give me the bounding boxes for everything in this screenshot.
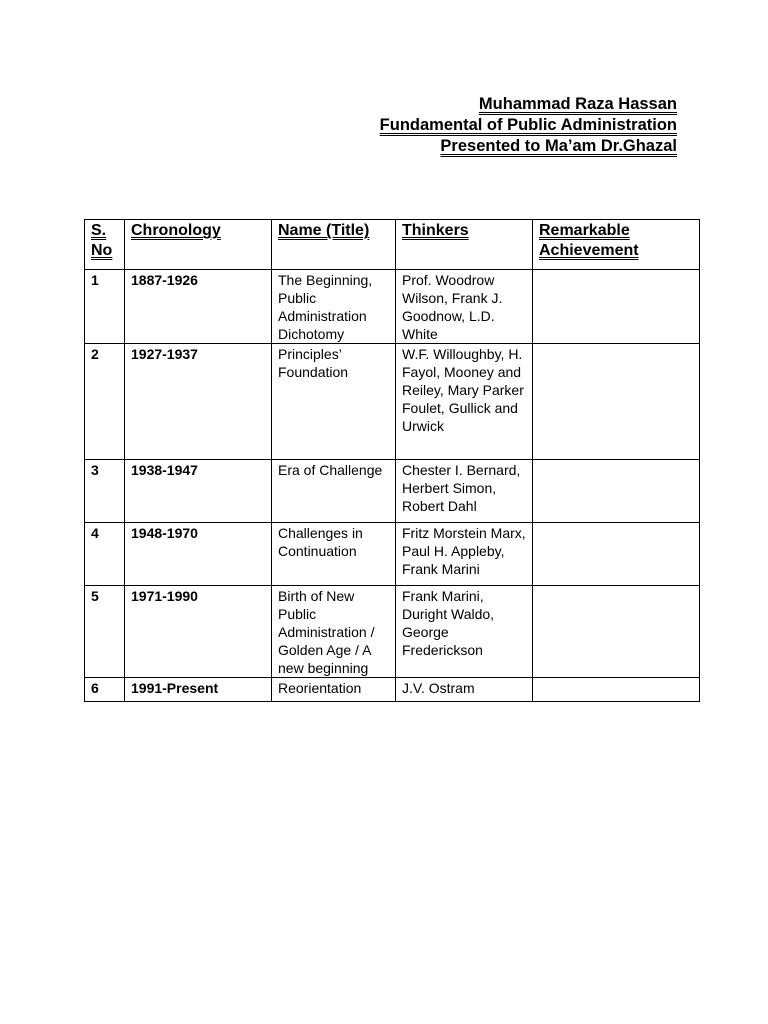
- presented-to: Presented to Ma’am Dr.Ghazal: [440, 137, 677, 155]
- cell-achievement: [533, 460, 700, 523]
- table-row: [85, 586, 700, 678]
- cell-thinkers: Prof. Woodrow Wilson, Frank J. Goodnow, L.D. White: [396, 270, 533, 344]
- table-row: [85, 460, 700, 523]
- cell-name-title: The Beginning, Public Administration Dichotomy: [272, 270, 396, 344]
- header-thinkers: Thinkers: [396, 220, 533, 270]
- cell-sno: 4: [85, 523, 125, 586]
- cell-achievement: [533, 344, 700, 460]
- author-name: Muhammad Raza Hassan: [478, 95, 677, 113]
- cell-name-title: Era of Challenge: [272, 460, 396, 523]
- course-title: Fundamental of Public Administration: [379, 116, 677, 134]
- cell-name-title: Principles’ Foundation: [272, 344, 396, 460]
- cell-name-title: Challenges in Continuation: [272, 523, 396, 586]
- header-remarkable-achievement: Remarkable Achievement: [533, 220, 700, 270]
- cell-sno: 2: [85, 344, 125, 460]
- cell-chronology: 1948-1970: [125, 523, 272, 586]
- cell-sno: 5: [85, 586, 125, 678]
- cell-chronology: 1991-Present: [125, 678, 272, 702]
- cell-thinkers: Fritz Morstein Marx, Paul H. Appleby, Frank Marini: [396, 523, 533, 586]
- cell-achievement: [533, 270, 700, 344]
- cell-achievement: [533, 586, 700, 678]
- cell-chronology: 1971-1990: [125, 586, 272, 678]
- table-row: [85, 678, 700, 702]
- header-name-title: Name (Title): [272, 220, 396, 270]
- cell-chronology: 1938-1947: [125, 460, 272, 523]
- cell-name-title: Birth of New Public Administration / Golden Age / A new beginning: [272, 586, 396, 678]
- table-row: [85, 344, 700, 460]
- cell-sno: 1: [85, 270, 125, 344]
- cell-chronology: 1927-1937: [125, 344, 272, 460]
- header-sno: S. No: [85, 220, 125, 270]
- cell-thinkers: W.F. Willoughby, H. Fayol, Mooney and Reiley, Mary Parker Foulet, Gullick and Urwick: [396, 344, 533, 460]
- cell-sno: 6: [85, 678, 125, 702]
- table-row: [85, 270, 700, 344]
- document-header: [380, 94, 677, 157]
- cell-thinkers: Frank Marini, Duright Waldo, George Frederickson: [396, 586, 533, 678]
- cell-chronology: 1887-1926: [125, 270, 272, 344]
- table-header-row: [85, 220, 700, 270]
- cell-achievement: [533, 678, 700, 702]
- table-row: [85, 523, 700, 586]
- cell-name-title: Reorientation: [272, 678, 396, 702]
- cell-thinkers: Chester I. Bernard, Herbert Simon, Robert Dahl: [396, 460, 533, 523]
- chronology-table: [84, 219, 700, 702]
- cell-thinkers: J.V. Ostram: [396, 678, 533, 702]
- cell-sno: 3: [85, 460, 125, 523]
- cell-achievement: [533, 523, 700, 586]
- header-chronology: Chronology: [125, 220, 272, 270]
